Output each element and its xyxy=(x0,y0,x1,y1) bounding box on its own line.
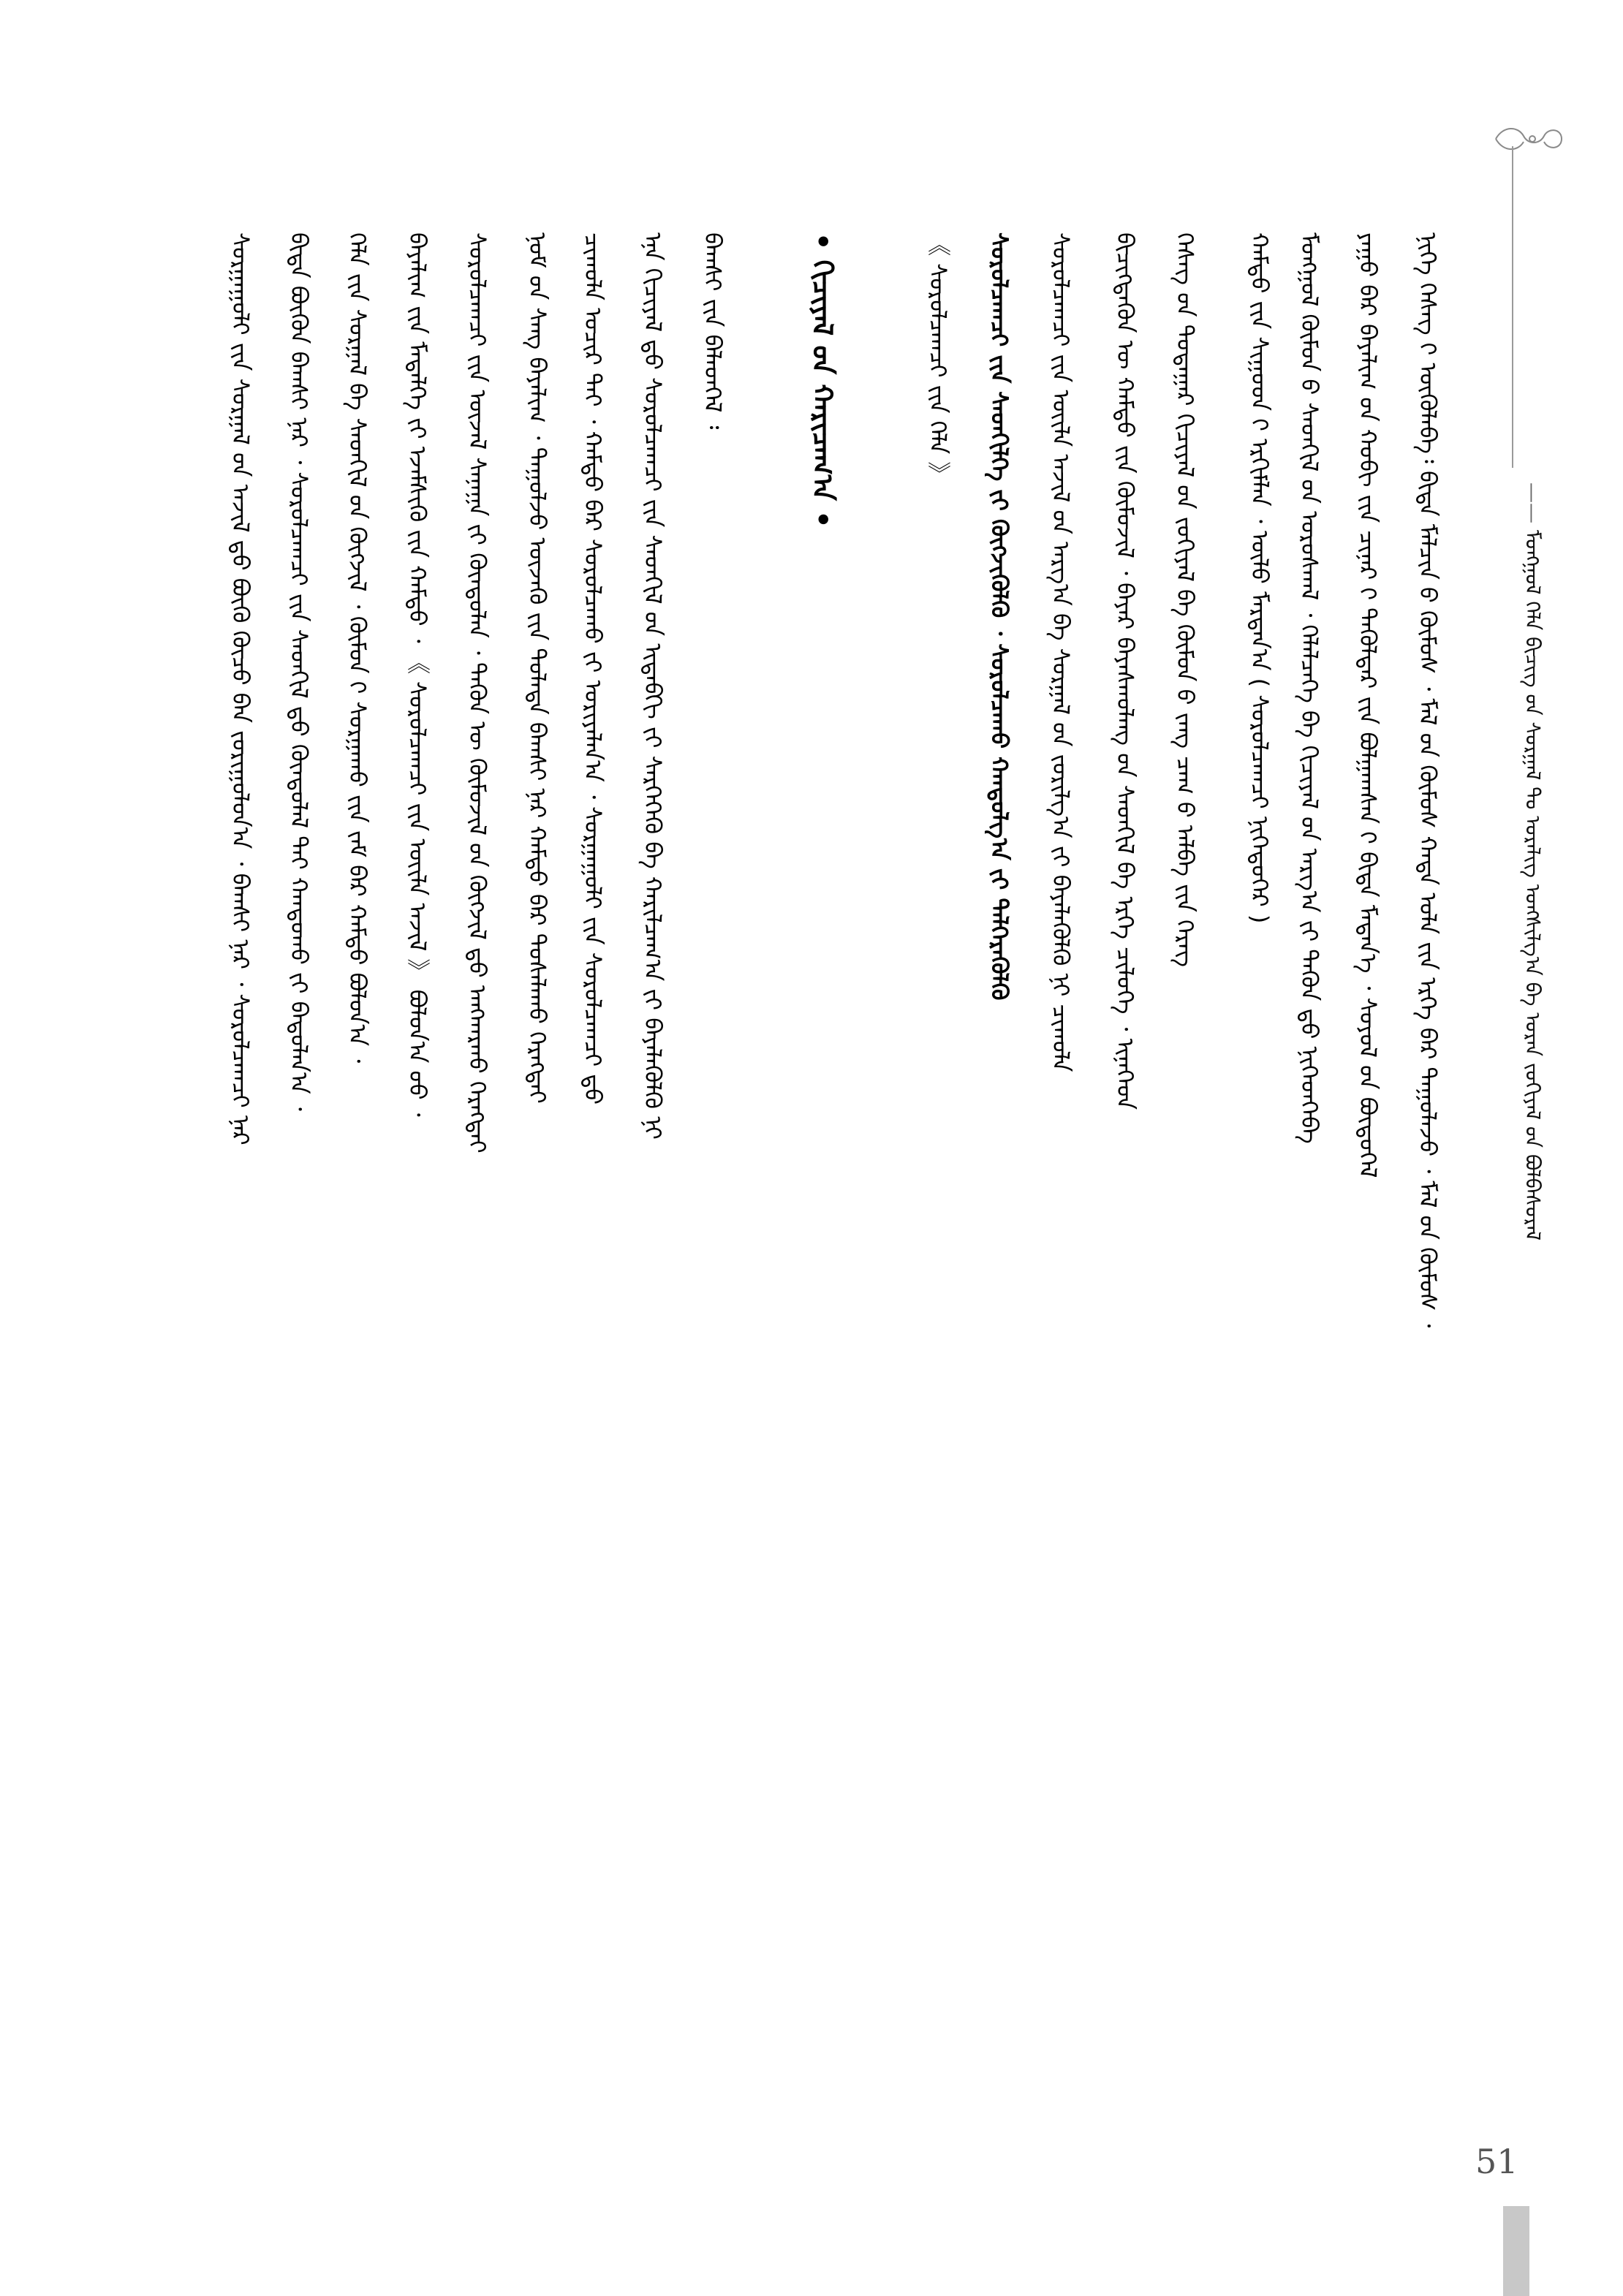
text-column-3: ᠮᠣᠩᠭᠣᠯ ᠬᠦᠮᠦᠨ ᠤ᠋ ᠰᠡᠳᠬᠢᠯ ᠤ᠋ᠨ ᠤᠷᠤᠰᠬᠠᠯ ᠂ ᠬᠡᠯᠡᠯᠴᠡᠭᠡ ᠪᠠ ᠬᠢᠴᠢᠶᠡᠯ ᠤ᠋ᠨ ᠠᠷᠭ᠎ᠠ ᠶ᠋ᠢ ᠲᠡᠭᠦᠨ ᠳ᠋ᠦ ᠨᠢᠭᠡᠳᠬᠡᠪᠡ xyxy=(1295,232,1323,1144)
side-thumb-tab xyxy=(1503,2206,1529,2296)
text-column-5: ᠬᠡᠰᠡᠭ ᠤ᠋ᠨ ᠳᠤᠲᠠᠭᠠᠷ ᠬᠢᠴᠢᠶᠡᠯ ᠤ᠋ᠨ ᠵᠣᠬᠢᠶᠠᠯ ᠪᠠ ᠬᠦᠮᠦᠨ ᠤ᠋ ᠵᠠᠩ ᠴᠠᠭ ᠤ᠋ ᠠᠯᠪᠠ ᠶ᠋ᠢᠨ ᠬᠡᠷᠡᠭ xyxy=(1171,232,1199,967)
running-header xyxy=(1515,482,1559,1360)
text-column-12: ᠡᠨᠡ ᠬᠢᠴᠢᠶᠡᠯ ᠳ᠋ᠦ ᠰᠤᠷᠤᠯᠴᠠᠭᠴᠢ ᠶ᠋ᠢᠨ ᠰᠡᠳᠬᠢᠯ ᠤ᠋ᠨ ᠢᠳᠡᠪᠬᠢ ᠶ᠋ᠢ ᠰᠡᠷᠭᠡᠭᠡᠬᠦ ᠪᠠ ᠬᠠᠷᠢᠯᠴᠠᠭ᠎ᠠ ᠶ᠋ᠢ ᠪᠡᠶᠡᠯᠡᠭᠦᠯᠬᠦ ᠨᠢ xyxy=(639,232,667,1140)
text-column-13: ᠴᠢᠬᠤᠯᠠ ᠤᠴᠢᠷ ᠲᠠᠢ ᠂ ᠬᠠᠮᠲᠤ ᠪᠡᠷ ᠰᠤᠷᠤᠯᠴᠠᠬᠤ ᠶ᠋ᠢ ᠤᠷᠢᠶᠠᠯᠠᠨ᠎ᠠ ᠂ ᠰᠤᠷᠭᠠᠭᠤᠯᠢ ᠶ᠋ᠢᠨ ᠰᠤᠷᠤᠯᠴᠠᠭᠴᠢ ᠳ᠋ᠤ xyxy=(579,232,607,1105)
page-number: 51 xyxy=(1475,2142,1518,2181)
text-column-17: ᠬᠡᠯᠡ ᠶ᠋ᠢᠨ ᠰᠤᠷᠭᠠᠯ ᠪᠠ ᠰᠡᠳᠬᠢᠯ ᠤ᠋ᠨ ᠬᠥᠭᠵᠢᠯ ᠂ ᠬᠦᠮᠦᠨ ᠢ᠋ ᠰᠤᠷᠭᠠᠬᠤ ᠶ᠋ᠢᠨ ᠵᠠᠮ ᠪᠠᠷ ᠬᠠᠮᠲᠤ ᠪᠣᠯᠤᠨ᠎ᠠ ᠂ xyxy=(344,232,371,1064)
header-separator: —— xyxy=(1521,482,1545,523)
text-column-7: ᠰᠤᠷᠤᠯᠴᠠᠭᠴᠢ ᠶ᠋ᠢᠨ ᠦᠢᠯᠡ ᠠᠵᠢᠯ ᠤ᠋ᠨ ᠠᠷᠭ᠎ᠠ ᠪᠠ ᠰᠤᠷᠭᠠᠯ ᠤ᠋ᠨ ᠵᠣᠷᠢᠯᠭ᠎ᠠ ᠶ᠋ᠢ ᠪᠡᠶᠡᠯᠡᠭᠦᠯᠬᠦ ᠨᠢ ᠴᠢᠬᠤᠯᠠ xyxy=(1047,232,1075,1072)
text-column-4: ᠬᠠᠮᠲᠤ ᠶ᠋ᠢᠨ ᠰᠢᠭᠤᠳ ᠢ᠋ ᠡᠷᠬᠢᠮᠯᠡᠨ ᠂ ᠦᠯᠦ ᠮᠠᠷᠲᠠᠨ᠎ᠠ ( ᠰᠤᠷᠤᠯᠴᠠᠭᠴᠢ ᠨᠢᠭᠡᠳᠦᠭᠡᠷ ) xyxy=(1246,232,1274,924)
running-header-title: ᠮᠣᠩᠭᠣᠯ ᠬᠡᠯᠡ ᠪᠢᠴᠢᠭ᠌ ᠤ᠋ᠨ ᠰᠤᠷᠭᠠᠯ ᠲᠤ ᠤᠷᠠᠯᠢᠭ᠌ ᠤᠩᠰᠢᠯᠭ᠎ᠠ ᠪᠠ ᠤᠷᠠᠨ ᠵᠣᠬᠢᠶᠠᠯ ᠤ᠋ᠨ ᠪᠣᠯᠪᠠᠰᠤᠷᠠᠯ xyxy=(1521,529,1545,1241)
text-column-18: ᠪᠢᠳᠡ ᠪᠦᠬᠦᠨ ᠪᠠᠭᠰᠢ ᠨᠠᠷ ᠂ ᠰᠤᠷᠤᠯᠴᠠᠭᠴᠢ ᠶ᠋ᠢᠨ ᠰᠡᠳᠬᠢᠯ ᠳ᠋ᠦ ᠬᠦᠨᠳᠦᠯᠡᠯ ᠲᠠᠢ ᠬᠠᠨᠳᠤᠬᠤ ᠶ᠋ᠢ ᠪᠠᠲᠤᠯᠠᠨ᠎ᠠ ᠂ xyxy=(285,232,313,1111)
text-column-6: ᠪᠢᠴᠢᠭᠳᠡᠭᠦᠨ ᠦ ᠬᠠᠮᠲᠤ ᠶ᠋ᠢᠨ ᠬᠦᠮᠦᠵᠢᠯ ᠂ ᠪᠠᠶᠠᠷ ᠪᠠᠶᠠᠰᠬᠤᠯᠠᠩ ᠤ᠋ᠨ ᠰᠡᠳᠬᠢᠯ ᠪᠠ ᠡᠷᠬᠡ ᠴᠢᠯᠦᠭᠡ ᠂ ᠢᠨᠡᠭᠡᠳ xyxy=(1111,232,1139,1110)
text-column-11: ᠪᠠᠭᠰᠢ ᠶ᠋ᠢᠨ ᠪᠡᠯᠡᠳᠬᠡᠯ ᠄ xyxy=(699,232,727,430)
text-column-15: ᠰᠤᠷᠤᠯᠴᠠᠭᠴᠢ ᠶ᠋ᠢᠨ ᠦᠵᠡᠯ ᠰᠠᠨᠠᠭᠠ ᠶ᠋ᠢ ᠬᠦᠨᠳᠦᠯᠡᠨ ᠂ ᠲᠡᠭᠦᠨ ᠦ ᠬᠦᠮᠦᠵᠢᠯ ᠤ᠋ᠨ ᠬᠥᠭᠵᠢᠯ ᠳ᠋ᠦ ᠠᠩᠬᠠᠷᠬᠤ ᠬᠡᠷᠡᠭᠲᠡᠢ xyxy=(464,232,491,1153)
quote-source: 《 ᠰᠤᠷᠤᠯᠴᠠᠭᠴᠢ ᠶ᠋ᠢᠨ ᠬᠡᠯᠡ 》 xyxy=(924,232,952,485)
header-rule xyxy=(1512,146,1513,468)
text-column-16: ᠪᠠᠶᠠᠯᠢᠭ ᠵᠢᠨ ᠮᠡᠳᠡᠯᠭᠡ ᠶ᠋ᠢ ᠡᠵᠡᠮᠰᠢᠬᠦ ᠶ᠋ᠢᠨ ᠬᠠᠮᠲᠤ ᠂ 《 ᠰᠤᠷᠤᠯᠴᠠᠭᠴᠢ ᠶ᠋ᠢᠨ ᠦᠢᠯᠡ ᠠᠵᠢᠯ 》 ᠪᠣᠯᠤᠨ᠎ᠠ ᠤᠤ ᠂ xyxy=(404,232,431,1117)
flourish-ornament-icon xyxy=(1488,123,1569,155)
text-column-1: ᠨᠢᠭᠡ ᠬᠡᠰᠡᠭ ᠢ᠋ ᠦᠭᠦᠯᠡᠪᠡ᠄ ᠪᠢᠳᠡ ᠮᠠᠯᠴᠢᠨ ᠤ᠋ ᠬᠦᠮᠦᠰ ᠂ ᠮᠠᠯ ᠤ᠋ᠨ ᠬᠦᠮᠦᠰ ᠬᠠᠳᠠ ᠤᠯᠠ ᠶ᠋ᠢᠨ ᠡᠷᠬᠡ ᠪᠠᠷ ᠲᠠᠭᠤᠯᠠᠵᠤ ᠂ ᠮᠠᠯ ᠤ᠋ᠨ ᠬᠦᠮᠦᠰ ᠂ xyxy=(1414,232,1442,1328)
text-column-19: ᠰᠤᠷᠭᠠᠭᠤᠯᠢ ᠶ᠋ᠢᠨ ᠰᠤᠷᠭᠠᠯ ᠤ᠋ᠨ ᠠᠵᠢᠯ ᠳ᠋ᠤ ᠪᠦᠬᠦ ᠬᠦᠴᠦ ᠪᠡᠨ ᠵᠣᠷᠢᠭᠤᠯᠤᠨ᠎ᠠ ᠂ ᠪᠠᠭᠰᠢ ᠨᠠᠷ ᠂ ᠰᠤᠷᠤᠯᠴᠠᠭᠴᠢ ᠨᠠᠷ xyxy=(227,232,254,1145)
text-column-2: ᠶᠠᠭᠤ ᠪᠠᠷ ᠪᠠᠶᠠᠯᠢᠭ ᠤ᠋ᠨ ᠬᠤᠪᠢ ᠶ᠋ᠢᠨ ᠴᠢᠨᠠᠷ ᠢ᠋ ᠲᠡᠭᠦᠯᠳᠡᠷ ᠵᠢᠨ ᠪᠣᠯᠭᠠᠭᠰᠠᠨ ᠢ᠋ ᠪᠢᠳᠡ ᠮᠡᠳᠡᠨ᠎ᠡ ᠂ ᠰᠣᠶᠣᠯ ᠤ᠋ᠨ ᠪᠦᠲᠦᠭᠡᠯ xyxy=(1354,232,1382,1178)
section-heading: • ᠬᠢᠴᠢᠶᠡᠯ ᠤ᠋ᠨ ᠬᠠᠷᠢᠴᠠᠭ᠎ᠠ • xyxy=(806,232,839,528)
text-column-14: ᠨᠣᠮ ᠤ᠋ᠨ ᠰᠠᠩ ᠪᠠᠶᠠᠯᠢᠭ ᠂ ᠲᠠᠭᠤᠯᠵᠤ ᠦᠵᠡᠬᠦ ᠶ᠋ᠢᠨ ᠲᠤᠯᠠᠳᠠ ᠪᠠᠭᠰᠢ ᠨᠠᠷ ᠬᠠᠮᠲᠤ ᠪᠡᠷ ᠲᠤᠰᠠᠯᠠᠬᠤ ᠬᠡᠷᠡᠭᠲᠡᠢ xyxy=(523,232,551,1104)
text-column-8: ᠰᠤᠷᠤᠯᠴᠠᠭᠴᠢ ᠶ᠋ᠢᠨ ᠰᠡᠳᠬᠢᠯᠭᠡ ᠶ᠋ᠢ ᠬᠥᠭᠵᠢᠭᠦᠯᠬᠦ ᠂ ᠰᠤᠷᠤᠯᠴᠠᠬᠤ ᠬᠠᠨᠳᠤᠯᠭ᠎ᠠ ᠶ᠋ᠢ ᠲᠡᠯᠭᠡᠷᠡᠭᠦᠯᠬᠦ xyxy=(985,232,1013,1001)
